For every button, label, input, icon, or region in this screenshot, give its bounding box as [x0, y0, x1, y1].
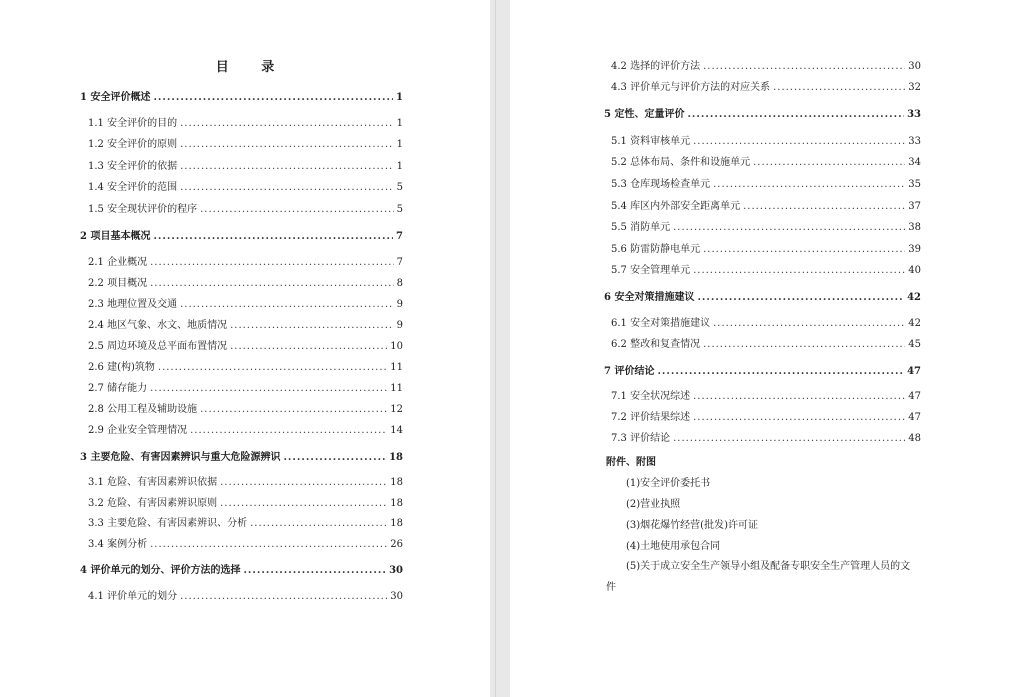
toc-entry-label: 1 安全评价概述: [80, 92, 151, 103]
toc-leader-dots: [150, 256, 394, 270]
toc-entry-label: 2.7 储存能力: [88, 383, 148, 394]
toc-entry-label: 4.2 选择的评价方法: [611, 61, 701, 72]
toc-entry-label: 5.5 消防单元: [611, 222, 671, 233]
toc-section-entry[interactable]: [88, 538, 403, 552]
toc-leader-dots: [697, 291, 904, 305]
toc-entry-page-number: 1: [396, 92, 403, 103]
toc-leader-dots: [200, 403, 387, 417]
toc-entry-label: 4 评价单元的划分、评价方法的选择: [80, 565, 241, 576]
toc-chapter-entry[interactable]: [80, 564, 403, 578]
toc-entry-page-number: 47: [908, 412, 921, 423]
toc-chapter-entry[interactable]: [604, 108, 921, 122]
toc-entry-page-number: 11: [390, 383, 403, 394]
toc-leader-dots: [250, 517, 387, 531]
toc-entry-page-number: 39: [908, 244, 921, 255]
toc-entry-page-number: 1: [396, 118, 403, 129]
toc-entry-label: 3.4 案例分析: [88, 539, 148, 550]
toc-entry-label: 2.2 项目概况: [88, 278, 148, 289]
toc-leader-dots: [673, 432, 905, 446]
toc-chapter-entry[interactable]: [80, 91, 403, 105]
toc-entry-page-number: 33: [908, 136, 921, 147]
toc-leader-dots: [693, 135, 905, 149]
toc-leader-dots: [693, 411, 905, 425]
toc-entry-label: 3.1 危险、有害因素辨识依据: [88, 477, 218, 488]
page-gutter: [490, 0, 510, 697]
toc-entry-page-number: 30: [389, 565, 403, 576]
toc-leader-dots: [743, 200, 905, 214]
toc-entry-page-number: 34: [908, 157, 921, 168]
toc-entry-label: 4.3 评价单元与评价方法的对应关系: [611, 82, 771, 93]
toc-entry-page-number: 18: [389, 452, 403, 463]
toc-title: 目 录: [215, 60, 289, 75]
toc-entry-page-number: 5: [396, 204, 403, 215]
toc-entry-label: 1.4 安全评价的范围: [88, 182, 178, 193]
toc-leader-dots: [150, 277, 394, 291]
toc-section-entry[interactable]: [611, 135, 921, 149]
toc-chapter-entry[interactable]: [604, 291, 921, 305]
toc-entry-page-number: 9: [396, 299, 403, 310]
toc-section-entry[interactable]: [88, 117, 403, 131]
right-page: [510, 0, 1009, 697]
toc-leader-dots: [687, 108, 904, 122]
toc-entry-label: 5.6 防雷防静电单元: [611, 244, 701, 255]
toc-entry-label: 1.1 安全评价的目的: [88, 118, 178, 129]
toc-entry-label: 5 定性、定量评价: [604, 109, 685, 120]
toc-entry-label: 5.4 库区内外部安全距离单元: [611, 201, 741, 212]
toc-section-entry[interactable]: [88, 298, 403, 312]
toc-leader-dots: [150, 538, 387, 552]
toc-entry-page-number: 32: [908, 82, 921, 93]
toc-entry-page-number: 37: [908, 201, 921, 212]
toc-section-entry[interactable]: [611, 264, 921, 278]
toc-entry-label: 6.1 安全对策措施建议: [611, 318, 711, 329]
toc-section-entry[interactable]: [611, 221, 921, 235]
page-divider: [495, 0, 496, 697]
toc-entry-label: 1.3 安全评价的依据: [88, 161, 178, 172]
toc-leader-dots: [703, 338, 905, 352]
toc-leader-dots: [753, 156, 905, 170]
appendix-item: (5)关于成立安全生产领导小组及配备专职安全生产管理人员的文: [626, 561, 911, 572]
toc-entry-label: 7 评价结论: [604, 366, 655, 377]
appendix-item: (1)安全评价委托书: [626, 478, 711, 489]
toc-entry-page-number: 40: [908, 265, 921, 276]
toc-entry-page-number: 11: [390, 362, 403, 373]
toc-leader-dots: [243, 564, 386, 578]
toc-entry-page-number: 42: [907, 292, 921, 303]
toc-leader-dots: [180, 590, 387, 604]
toc-leader-dots: [673, 221, 905, 235]
toc-section-entry[interactable]: [611, 390, 921, 404]
toc-leader-dots: [230, 319, 394, 333]
toc-leader-dots: [180, 138, 394, 152]
toc-section-entry[interactable]: [88, 203, 403, 217]
toc-leader-dots: [693, 390, 905, 404]
toc-entry-label: 2.1 企业概况: [88, 257, 148, 268]
toc-entry-label: 1.2 安全评价的原则: [88, 139, 178, 150]
appendix-heading: 附件、附图: [606, 457, 656, 468]
toc-section-entry[interactable]: [88, 256, 403, 270]
toc-section-entry[interactable]: [611, 432, 921, 446]
toc-leader-dots: [190, 424, 387, 438]
appendix-item: (4)土地使用承包合同: [626, 541, 721, 552]
toc-entry-page-number: 33: [907, 109, 921, 120]
toc-entry-page-number: 12: [390, 404, 403, 415]
toc-entry-page-number: 30: [390, 591, 403, 602]
toc-entry-page-number: 18: [390, 477, 403, 488]
toc-entry-label: 3.2 危险、有害因素辨识原则: [88, 498, 218, 509]
toc-entry-page-number: 1: [396, 161, 403, 172]
toc-entry-label: 5.2 总体布局、条件和设施单元: [611, 157, 751, 168]
toc-entry-page-number: 10: [390, 341, 403, 352]
toc-chapter-entry[interactable]: [80, 451, 403, 465]
toc-entry-label: 5.7 安全管理单元: [611, 265, 691, 276]
toc-leader-dots: [158, 361, 387, 375]
toc-entry-label: 2.6 建(构)筑物: [88, 362, 155, 373]
toc-entry-page-number: 42: [908, 318, 921, 329]
toc-leader-dots: [773, 81, 905, 95]
toc-entry-label: 3 主要危险、有害因素辨识与重大危险源辨识: [80, 452, 281, 463]
toc-entry-page-number: 9: [396, 320, 403, 331]
toc-leader-dots: [180, 181, 394, 195]
toc-section-entry[interactable]: [611, 60, 921, 74]
left-page: [0, 0, 490, 697]
toc-entry-label: 7.3 评价结论: [611, 433, 671, 444]
toc-entry-label: 6.2 整改和复查情况: [611, 339, 701, 350]
toc-entry-page-number: 38: [908, 222, 921, 233]
toc-section-entry[interactable]: [88, 277, 403, 291]
toc-entry-page-number: 35: [908, 179, 921, 190]
toc-leader-dots: [657, 365, 904, 379]
toc-section-entry[interactable]: [611, 81, 921, 95]
toc-entry-label: 5.3 仓库现场检查单元: [611, 179, 711, 190]
appendix-item-continuation: 件: [606, 582, 616, 593]
toc-chapter-entry[interactable]: [80, 230, 403, 244]
toc-leader-dots: [693, 264, 905, 278]
toc-entry-label: 2.8 公用工程及辅助设施: [88, 404, 198, 415]
toc-entry-page-number: 8: [396, 278, 403, 289]
toc-section-entry[interactable]: [611, 411, 921, 425]
toc-chapter-entry[interactable]: [604, 365, 921, 379]
toc-entry-page-number: 1: [396, 139, 403, 150]
toc-leader-dots: [150, 382, 387, 396]
toc-leader-dots: [703, 60, 905, 74]
toc-section-entry[interactable]: [88, 517, 403, 531]
toc-section-entry[interactable]: [611, 200, 921, 214]
toc-entry-page-number: 26: [390, 539, 403, 550]
toc-entry-label: 3.3 主要危险、有害因素辨识、分析: [88, 518, 248, 529]
toc-entry-label: 2.4 地区气象、水文、地质情况: [88, 320, 228, 331]
toc-entry-page-number: 45: [908, 339, 921, 350]
toc-entry-page-number: 5: [396, 182, 403, 193]
toc-entry-page-number: 47: [908, 391, 921, 402]
toc-section-entry[interactable]: [88, 181, 403, 195]
toc-leader-dots: [713, 178, 905, 192]
toc-entry-label: 6 安全对策措施建议: [604, 292, 695, 303]
toc-entry-page-number: 18: [390, 518, 403, 529]
toc-entry-page-number: 14: [390, 425, 403, 436]
toc-section-entry[interactable]: [88, 319, 403, 333]
toc-entry-label: 5.1 资料审核单元: [611, 136, 691, 147]
toc-section-entry[interactable]: [611, 317, 921, 331]
toc-entry-label: 4.1 评价单元的划分: [88, 591, 178, 602]
toc-entry-page-number: 7: [396, 231, 403, 242]
toc-leader-dots: [180, 117, 394, 131]
toc-entry-page-number: 18: [390, 498, 403, 509]
toc-section-entry[interactable]: [88, 403, 403, 417]
toc-entry-label: 2.9 企业安全管理情况: [88, 425, 188, 436]
toc-leader-dots: [713, 317, 905, 331]
toc-section-entry[interactable]: [88, 590, 403, 604]
toc-section-entry[interactable]: [88, 340, 403, 354]
toc-entry-page-number: 30: [908, 61, 921, 72]
toc-section-entry[interactable]: [611, 338, 921, 352]
appendix-item: (2)营业执照: [626, 499, 681, 510]
toc-entry-label: 2 项目基本概况: [80, 231, 151, 242]
toc-leader-dots: [220, 497, 387, 511]
toc-leader-dots: [220, 476, 387, 490]
toc-section-entry[interactable]: [88, 424, 403, 438]
toc-section-entry[interactable]: [611, 243, 921, 257]
toc-section-entry[interactable]: [88, 361, 403, 375]
toc-leader-dots: [180, 160, 394, 174]
toc-section-entry[interactable]: [88, 497, 403, 511]
toc-entry-page-number: 48: [908, 433, 921, 444]
toc-section-entry[interactable]: [88, 160, 403, 174]
toc-entry-label: 1.5 安全现状评价的程序: [88, 204, 198, 215]
toc-leader-dots: [153, 91, 393, 105]
toc-section-entry[interactable]: [611, 178, 921, 192]
toc-leader-dots: [703, 243, 905, 257]
toc-leader-dots: [180, 298, 394, 312]
toc-leader-dots: [283, 451, 386, 465]
toc-entry-label: 2.3 地理位置及交通: [88, 299, 178, 310]
toc-section-entry[interactable]: [611, 156, 921, 170]
toc-section-entry[interactable]: [88, 476, 403, 490]
toc-entry-label: 2.5 周边环境及总平面布置情况: [88, 341, 228, 352]
toc-section-entry[interactable]: [88, 138, 403, 152]
toc-entry-page-number: 7: [396, 257, 403, 268]
toc-entry-label: 7.2 评价结果综述: [611, 412, 691, 423]
toc-entry-label: 7.1 安全状况综述: [611, 391, 691, 402]
appendix-item: (3)烟花爆竹经营(批发)许可证: [626, 520, 758, 531]
toc-leader-dots: [230, 340, 387, 354]
toc-leader-dots: [153, 230, 393, 244]
toc-section-entry[interactable]: [88, 382, 403, 396]
toc-leader-dots: [200, 203, 394, 217]
toc-entry-page-number: 47: [907, 366, 921, 377]
